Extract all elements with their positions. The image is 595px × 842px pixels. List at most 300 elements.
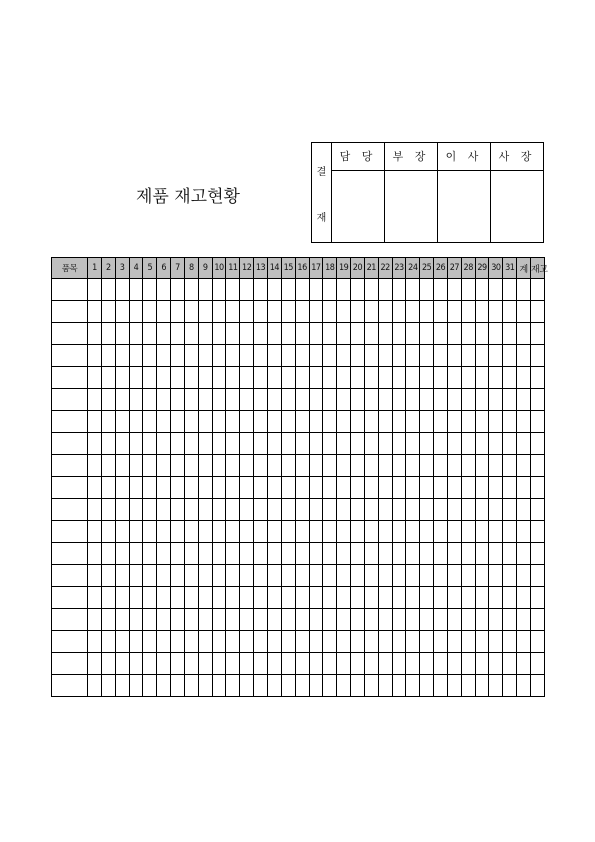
table-cell[interactable] bbox=[378, 345, 392, 367]
table-cell[interactable] bbox=[281, 455, 295, 477]
table-cell[interactable] bbox=[115, 433, 129, 455]
table-cell[interactable] bbox=[392, 433, 406, 455]
table-cell[interactable] bbox=[364, 675, 378, 697]
table-cell[interactable] bbox=[157, 499, 171, 521]
table-cell[interactable] bbox=[406, 411, 420, 433]
table-cell[interactable] bbox=[240, 631, 254, 653]
table-cell[interactable] bbox=[378, 609, 392, 631]
table-cell[interactable] bbox=[364, 587, 378, 609]
table-cell[interactable] bbox=[184, 455, 198, 477]
table-cell[interactable] bbox=[281, 433, 295, 455]
table-cell[interactable] bbox=[129, 587, 143, 609]
table-cell[interactable] bbox=[254, 499, 268, 521]
table-cell[interactable] bbox=[267, 455, 281, 477]
table-cell[interactable] bbox=[351, 367, 365, 389]
table-cell[interactable] bbox=[351, 521, 365, 543]
table-cell[interactable] bbox=[309, 543, 323, 565]
table-cell[interactable] bbox=[143, 411, 157, 433]
table-cell[interactable] bbox=[184, 565, 198, 587]
table-cell[interactable] bbox=[88, 389, 102, 411]
table-cell[interactable] bbox=[212, 411, 226, 433]
item-cell[interactable] bbox=[52, 433, 88, 455]
table-cell[interactable] bbox=[364, 521, 378, 543]
table-cell[interactable] bbox=[337, 411, 351, 433]
table-cell[interactable] bbox=[531, 345, 545, 367]
table-cell[interactable] bbox=[406, 279, 420, 301]
table-cell[interactable] bbox=[503, 367, 517, 389]
table-cell[interactable] bbox=[171, 301, 185, 323]
table-cell[interactable] bbox=[226, 653, 240, 675]
table-cell[interactable] bbox=[281, 609, 295, 631]
table-cell[interactable] bbox=[378, 653, 392, 675]
table-cell[interactable] bbox=[157, 455, 171, 477]
table-cell[interactable] bbox=[129, 477, 143, 499]
table-cell[interactable] bbox=[378, 587, 392, 609]
table-cell[interactable] bbox=[392, 477, 406, 499]
table-cell[interactable] bbox=[267, 433, 281, 455]
table-cell[interactable] bbox=[267, 345, 281, 367]
table-cell[interactable] bbox=[212, 653, 226, 675]
table-cell[interactable] bbox=[420, 279, 434, 301]
table-cell[interactable] bbox=[295, 499, 309, 521]
table-cell[interactable] bbox=[323, 367, 337, 389]
table-cell[interactable] bbox=[115, 279, 129, 301]
table-cell[interactable] bbox=[212, 631, 226, 653]
table-cell[interactable] bbox=[517, 675, 531, 697]
table-cell[interactable] bbox=[531, 367, 545, 389]
table-cell[interactable] bbox=[115, 477, 129, 499]
table-cell[interactable] bbox=[531, 609, 545, 631]
table-cell[interactable] bbox=[503, 433, 517, 455]
table-cell[interactable] bbox=[461, 301, 475, 323]
table-cell[interactable] bbox=[198, 609, 212, 631]
table-cell[interactable] bbox=[489, 675, 503, 697]
table-cell[interactable] bbox=[337, 565, 351, 587]
table-cell[interactable] bbox=[115, 367, 129, 389]
table-cell[interactable] bbox=[129, 433, 143, 455]
table-cell[interactable] bbox=[531, 301, 545, 323]
table-cell[interactable] bbox=[364, 631, 378, 653]
table-cell[interactable] bbox=[447, 279, 461, 301]
table-cell[interactable] bbox=[295, 609, 309, 631]
table-cell[interactable] bbox=[281, 565, 295, 587]
table-cell[interactable] bbox=[406, 433, 420, 455]
table-cell[interactable] bbox=[309, 455, 323, 477]
table-cell[interactable] bbox=[392, 411, 406, 433]
table-cell[interactable] bbox=[267, 653, 281, 675]
table-cell[interactable] bbox=[212, 389, 226, 411]
table-cell[interactable] bbox=[461, 477, 475, 499]
table-cell[interactable] bbox=[461, 631, 475, 653]
table-cell[interactable] bbox=[129, 411, 143, 433]
table-cell[interactable] bbox=[143, 653, 157, 675]
table-cell[interactable] bbox=[198, 389, 212, 411]
table-cell[interactable] bbox=[254, 477, 268, 499]
table-cell[interactable] bbox=[157, 653, 171, 675]
table-cell[interactable] bbox=[392, 521, 406, 543]
table-cell[interactable] bbox=[226, 543, 240, 565]
table-cell[interactable] bbox=[309, 499, 323, 521]
table-cell[interactable] bbox=[254, 631, 268, 653]
table-cell[interactable] bbox=[267, 301, 281, 323]
table-cell[interactable] bbox=[489, 499, 503, 521]
table-cell[interactable] bbox=[323, 675, 337, 697]
table-cell[interactable] bbox=[309, 477, 323, 499]
table-cell[interactable] bbox=[517, 367, 531, 389]
table-cell[interactable] bbox=[351, 653, 365, 675]
table-cell[interactable] bbox=[323, 565, 337, 587]
table-cell[interactable] bbox=[101, 455, 115, 477]
table-cell[interactable] bbox=[461, 455, 475, 477]
table-cell[interactable] bbox=[337, 323, 351, 345]
table-cell[interactable] bbox=[337, 279, 351, 301]
table-cell[interactable] bbox=[447, 455, 461, 477]
table-cell[interactable] bbox=[489, 653, 503, 675]
table-cell[interactable] bbox=[531, 411, 545, 433]
table-cell[interactable] bbox=[157, 675, 171, 697]
table-cell[interactable] bbox=[157, 631, 171, 653]
table-cell[interactable] bbox=[489, 587, 503, 609]
table-cell[interactable] bbox=[517, 587, 531, 609]
table-cell[interactable] bbox=[198, 631, 212, 653]
table-cell[interactable] bbox=[240, 389, 254, 411]
table-cell[interactable] bbox=[309, 587, 323, 609]
table-cell[interactable] bbox=[447, 543, 461, 565]
item-cell[interactable] bbox=[52, 631, 88, 653]
table-cell[interactable] bbox=[267, 279, 281, 301]
table-cell[interactable] bbox=[489, 323, 503, 345]
table-cell[interactable] bbox=[129, 323, 143, 345]
table-cell[interactable] bbox=[406, 477, 420, 499]
table-cell[interactable] bbox=[171, 609, 185, 631]
table-cell[interactable] bbox=[447, 411, 461, 433]
table-cell[interactable] bbox=[198, 323, 212, 345]
table-cell[interactable] bbox=[489, 543, 503, 565]
table-cell[interactable] bbox=[240, 609, 254, 631]
table-cell[interactable] bbox=[447, 565, 461, 587]
table-cell[interactable] bbox=[129, 609, 143, 631]
table-cell[interactable] bbox=[254, 455, 268, 477]
table-cell[interactable] bbox=[531, 587, 545, 609]
table-cell[interactable] bbox=[517, 345, 531, 367]
table-cell[interactable] bbox=[267, 499, 281, 521]
table-cell[interactable] bbox=[281, 653, 295, 675]
table-cell[interactable] bbox=[337, 301, 351, 323]
table-cell[interactable] bbox=[378, 433, 392, 455]
table-cell[interactable] bbox=[309, 367, 323, 389]
table-cell[interactable] bbox=[129, 279, 143, 301]
table-cell[interactable] bbox=[171, 565, 185, 587]
table-cell[interactable] bbox=[101, 433, 115, 455]
table-cell[interactable] bbox=[309, 389, 323, 411]
table-cell[interactable] bbox=[351, 477, 365, 499]
table-cell[interactable] bbox=[171, 477, 185, 499]
table-cell[interactable] bbox=[281, 521, 295, 543]
table-cell[interactable] bbox=[129, 301, 143, 323]
table-cell[interactable] bbox=[323, 411, 337, 433]
table-cell[interactable] bbox=[309, 631, 323, 653]
table-cell[interactable] bbox=[88, 323, 102, 345]
table-cell[interactable] bbox=[434, 675, 448, 697]
table-cell[interactable] bbox=[475, 367, 489, 389]
table-cell[interactable] bbox=[337, 631, 351, 653]
table-cell[interactable] bbox=[198, 543, 212, 565]
table-cell[interactable] bbox=[323, 587, 337, 609]
table-cell[interactable] bbox=[198, 499, 212, 521]
table-cell[interactable] bbox=[212, 609, 226, 631]
table-cell[interactable] bbox=[184, 301, 198, 323]
table-cell[interactable] bbox=[406, 301, 420, 323]
table-cell[interactable] bbox=[101, 609, 115, 631]
table-cell[interactable] bbox=[489, 367, 503, 389]
table-cell[interactable] bbox=[184, 631, 198, 653]
table-cell[interactable] bbox=[475, 499, 489, 521]
table-cell[interactable] bbox=[281, 279, 295, 301]
table-cell[interactable] bbox=[157, 301, 171, 323]
table-cell[interactable] bbox=[406, 499, 420, 521]
table-cell[interactable] bbox=[171, 411, 185, 433]
table-cell[interactable] bbox=[184, 389, 198, 411]
table-cell[interactable] bbox=[517, 301, 531, 323]
item-cell[interactable] bbox=[52, 389, 88, 411]
table-cell[interactable] bbox=[171, 587, 185, 609]
table-cell[interactable] bbox=[489, 565, 503, 587]
table-cell[interactable] bbox=[88, 521, 102, 543]
table-cell[interactable] bbox=[88, 301, 102, 323]
table-cell[interactable] bbox=[517, 521, 531, 543]
table-cell[interactable] bbox=[226, 565, 240, 587]
table-cell[interactable] bbox=[254, 301, 268, 323]
table-cell[interactable] bbox=[281, 631, 295, 653]
table-cell[interactable] bbox=[240, 323, 254, 345]
table-cell[interactable] bbox=[198, 433, 212, 455]
table-cell[interactable] bbox=[295, 631, 309, 653]
table-cell[interactable] bbox=[503, 653, 517, 675]
table-cell[interactable] bbox=[198, 587, 212, 609]
table-cell[interactable] bbox=[295, 367, 309, 389]
table-cell[interactable] bbox=[461, 675, 475, 697]
table-cell[interactable] bbox=[101, 389, 115, 411]
table-cell[interactable] bbox=[489, 411, 503, 433]
table-cell[interactable] bbox=[434, 609, 448, 631]
table-cell[interactable] bbox=[517, 565, 531, 587]
table-cell[interactable] bbox=[447, 609, 461, 631]
table-cell[interactable] bbox=[115, 543, 129, 565]
table-cell[interactable] bbox=[364, 389, 378, 411]
table-cell[interactable] bbox=[323, 543, 337, 565]
table-cell[interactable] bbox=[129, 565, 143, 587]
table-cell[interactable] bbox=[420, 345, 434, 367]
table-cell[interactable] bbox=[101, 521, 115, 543]
table-cell[interactable] bbox=[337, 609, 351, 631]
table-cell[interactable] bbox=[392, 543, 406, 565]
table-cell[interactable] bbox=[295, 433, 309, 455]
table-cell[interactable] bbox=[461, 345, 475, 367]
table-cell[interactable] bbox=[198, 653, 212, 675]
table-cell[interactable] bbox=[281, 301, 295, 323]
table-cell[interactable] bbox=[378, 543, 392, 565]
table-cell[interactable] bbox=[157, 279, 171, 301]
table-cell[interactable] bbox=[364, 499, 378, 521]
table-cell[interactable] bbox=[323, 433, 337, 455]
table-cell[interactable] bbox=[184, 587, 198, 609]
table-cell[interactable] bbox=[101, 477, 115, 499]
table-cell[interactable] bbox=[378, 477, 392, 499]
table-cell[interactable] bbox=[226, 587, 240, 609]
table-cell[interactable] bbox=[254, 675, 268, 697]
table-cell[interactable] bbox=[171, 499, 185, 521]
table-cell[interactable] bbox=[267, 411, 281, 433]
table-cell[interactable] bbox=[309, 609, 323, 631]
table-cell[interactable] bbox=[392, 301, 406, 323]
table-cell[interactable] bbox=[184, 367, 198, 389]
table-cell[interactable] bbox=[475, 653, 489, 675]
table-cell[interactable] bbox=[378, 367, 392, 389]
table-cell[interactable] bbox=[351, 675, 365, 697]
table-cell[interactable] bbox=[475, 543, 489, 565]
table-cell[interactable] bbox=[212, 455, 226, 477]
table-cell[interactable] bbox=[461, 389, 475, 411]
table-cell[interactable] bbox=[351, 301, 365, 323]
table-cell[interactable] bbox=[531, 675, 545, 697]
table-cell[interactable] bbox=[184, 675, 198, 697]
table-cell[interactable] bbox=[461, 279, 475, 301]
table-cell[interactable] bbox=[101, 653, 115, 675]
table-cell[interactable] bbox=[517, 389, 531, 411]
table-cell[interactable] bbox=[101, 499, 115, 521]
table-cell[interactable] bbox=[171, 345, 185, 367]
item-cell[interactable] bbox=[52, 301, 88, 323]
table-cell[interactable] bbox=[475, 323, 489, 345]
table-cell[interactable] bbox=[517, 543, 531, 565]
table-cell[interactable] bbox=[489, 433, 503, 455]
table-cell[interactable] bbox=[489, 609, 503, 631]
table-cell[interactable] bbox=[475, 411, 489, 433]
table-cell[interactable] bbox=[267, 543, 281, 565]
table-cell[interactable] bbox=[406, 455, 420, 477]
table-cell[interactable] bbox=[475, 675, 489, 697]
table-cell[interactable] bbox=[171, 367, 185, 389]
table-cell[interactable] bbox=[171, 543, 185, 565]
table-cell[interactable] bbox=[434, 279, 448, 301]
table-cell[interactable] bbox=[171, 675, 185, 697]
table-cell[interactable] bbox=[212, 565, 226, 587]
table-cell[interactable] bbox=[517, 323, 531, 345]
table-cell[interactable] bbox=[531, 477, 545, 499]
table-cell[interactable] bbox=[434, 631, 448, 653]
table-cell[interactable] bbox=[101, 675, 115, 697]
table-cell[interactable] bbox=[88, 455, 102, 477]
table-cell[interactable] bbox=[309, 345, 323, 367]
table-cell[interactable] bbox=[198, 279, 212, 301]
table-cell[interactable] bbox=[226, 389, 240, 411]
table-cell[interactable] bbox=[88, 279, 102, 301]
table-cell[interactable] bbox=[337, 521, 351, 543]
table-cell[interactable] bbox=[364, 543, 378, 565]
table-cell[interactable] bbox=[378, 499, 392, 521]
table-cell[interactable] bbox=[143, 675, 157, 697]
table-cell[interactable] bbox=[171, 279, 185, 301]
table-cell[interactable] bbox=[323, 609, 337, 631]
table-cell[interactable] bbox=[531, 389, 545, 411]
table-cell[interactable] bbox=[420, 455, 434, 477]
table-cell[interactable] bbox=[254, 345, 268, 367]
table-cell[interactable] bbox=[392, 389, 406, 411]
table-cell[interactable] bbox=[281, 675, 295, 697]
table-cell[interactable] bbox=[351, 323, 365, 345]
table-cell[interactable] bbox=[503, 477, 517, 499]
table-cell[interactable] bbox=[88, 499, 102, 521]
table-cell[interactable] bbox=[475, 433, 489, 455]
table-cell[interactable] bbox=[434, 433, 448, 455]
table-cell[interactable] bbox=[531, 631, 545, 653]
table-cell[interactable] bbox=[295, 653, 309, 675]
table-cell[interactable] bbox=[531, 499, 545, 521]
table-cell[interactable] bbox=[337, 433, 351, 455]
table-cell[interactable] bbox=[447, 367, 461, 389]
table-cell[interactable] bbox=[184, 609, 198, 631]
table-cell[interactable] bbox=[434, 389, 448, 411]
table-cell[interactable] bbox=[309, 433, 323, 455]
table-cell[interactable] bbox=[392, 631, 406, 653]
item-cell[interactable] bbox=[52, 675, 88, 697]
table-cell[interactable] bbox=[129, 675, 143, 697]
table-cell[interactable] bbox=[212, 323, 226, 345]
table-cell[interactable] bbox=[406, 345, 420, 367]
table-cell[interactable] bbox=[517, 279, 531, 301]
table-cell[interactable] bbox=[88, 433, 102, 455]
table-cell[interactable] bbox=[323, 455, 337, 477]
table-cell[interactable] bbox=[240, 565, 254, 587]
table-cell[interactable] bbox=[420, 433, 434, 455]
table-cell[interactable] bbox=[212, 301, 226, 323]
table-cell[interactable] bbox=[212, 587, 226, 609]
table-cell[interactable] bbox=[447, 477, 461, 499]
table-cell[interactable] bbox=[157, 587, 171, 609]
table-cell[interactable] bbox=[447, 345, 461, 367]
table-cell[interactable] bbox=[503, 631, 517, 653]
table-cell[interactable] bbox=[434, 543, 448, 565]
table-cell[interactable] bbox=[323, 345, 337, 367]
table-cell[interactable] bbox=[378, 301, 392, 323]
table-cell[interactable] bbox=[143, 543, 157, 565]
item-cell[interactable] bbox=[52, 323, 88, 345]
table-cell[interactable] bbox=[447, 499, 461, 521]
table-cell[interactable] bbox=[129, 389, 143, 411]
table-cell[interactable] bbox=[226, 411, 240, 433]
table-cell[interactable] bbox=[267, 477, 281, 499]
table-cell[interactable] bbox=[378, 389, 392, 411]
table-cell[interactable] bbox=[101, 367, 115, 389]
table-cell[interactable] bbox=[392, 345, 406, 367]
table-cell[interactable] bbox=[420, 499, 434, 521]
table-cell[interactable] bbox=[420, 367, 434, 389]
table-cell[interactable] bbox=[295, 477, 309, 499]
table-cell[interactable] bbox=[364, 323, 378, 345]
table-cell[interactable] bbox=[157, 345, 171, 367]
table-cell[interactable] bbox=[447, 631, 461, 653]
table-cell[interactable] bbox=[461, 565, 475, 587]
table-cell[interactable] bbox=[88, 411, 102, 433]
table-cell[interactable] bbox=[517, 631, 531, 653]
table-cell[interactable] bbox=[420, 631, 434, 653]
table-cell[interactable] bbox=[406, 389, 420, 411]
table-cell[interactable] bbox=[254, 411, 268, 433]
table-cell[interactable] bbox=[489, 345, 503, 367]
table-cell[interactable] bbox=[267, 675, 281, 697]
table-cell[interactable] bbox=[364, 455, 378, 477]
table-cell[interactable] bbox=[254, 587, 268, 609]
